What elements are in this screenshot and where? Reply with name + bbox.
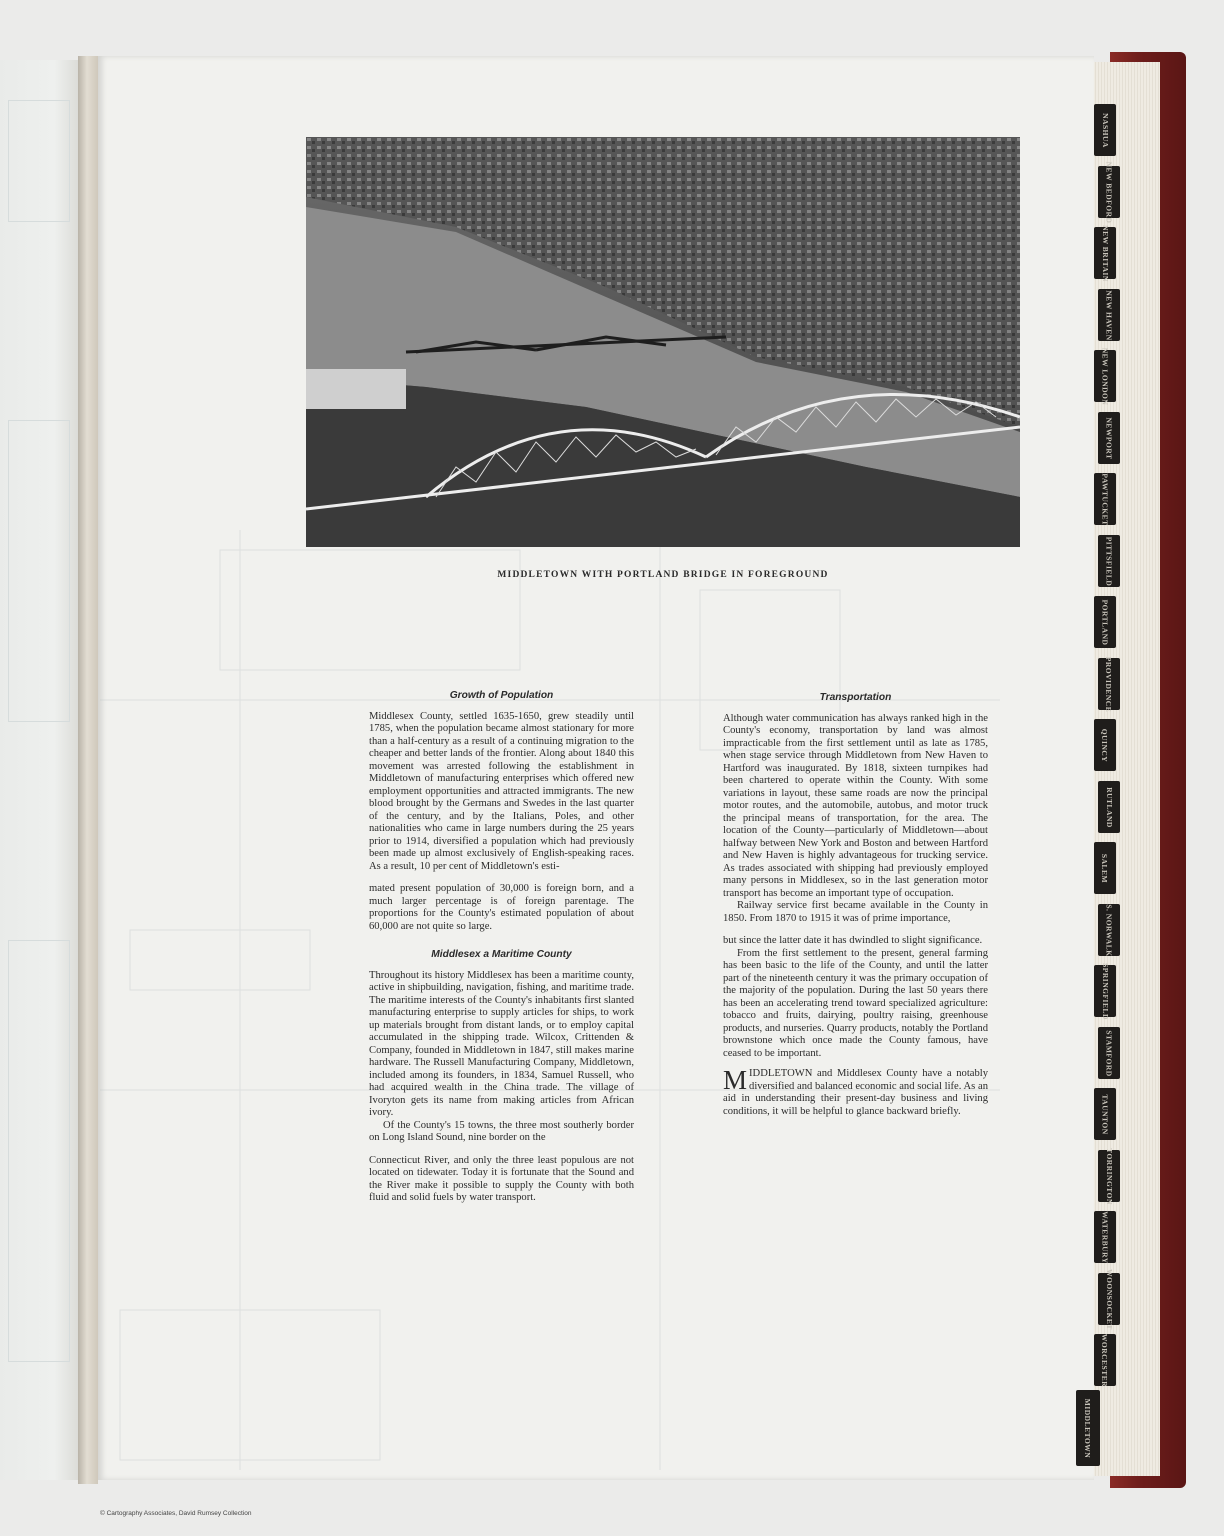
tab-middletown[interactable]	[1076, 1390, 1100, 1466]
heading-maritime-county: Middlesex a Maritime County	[431, 949, 572, 960]
tab-pawtucket[interactable]	[1094, 473, 1116, 525]
tab-label: RUTLAND	[1104, 786, 1114, 828]
tab-label: TAUNTON	[1100, 1093, 1110, 1135]
tab-label: SALEM	[1100, 853, 1110, 883]
heading-growth-of-population: Growth of Population	[449, 690, 554, 701]
drop-cap: M	[723, 1065, 748, 1095]
tab-label: WOONSOCKET	[1104, 1268, 1114, 1330]
tab-nashua[interactable]	[1094, 104, 1116, 156]
paragraph: mated present population of 30,000 is foreign born, and a much larger percentage is of foreign parentage. The proportions for the County's estimated population of about 60,000 are not quite so large.	[369, 883, 634, 932]
tab-taunton[interactable]	[1094, 1088, 1116, 1140]
tab-label: NEW BEDFORD	[1104, 161, 1114, 223]
ghost-map-block	[8, 940, 70, 1362]
paragraph: Throughout its history Middlesex has been a maritime county, active in shipbuilding, navigation, fishing, and maritime trade. The maritime interests of the County's inhabitants first slanted manufacturing enterprise to supply articles for ships, to work up materials brought from distant lands, or to employ capital accumulated in the shipping trade. Wilcox, Crittenden & Company, founded in Middletown in 1847, still makes marine hardware. The Russell Manufacturing Company, Middletown, included among its founders, in 1834, Samuel Russell, who had acquired wealth in the China trade. The village of Ivoryton gets its name from making articles from African ivory.	[369, 969, 634, 1118]
tab-label: NEWPORT	[1104, 417, 1114, 459]
tab-new-bedford[interactable]	[1098, 161, 1120, 223]
tab-newport[interactable]	[1098, 412, 1120, 464]
book-spine	[78, 56, 98, 1484]
tab-torrington[interactable]	[1098, 1147, 1120, 1205]
tab-pittsfield[interactable]	[1098, 535, 1120, 587]
left-column	[369, 690, 634, 1205]
aerial-photo-middletown	[306, 137, 1020, 547]
tab-label: NEW BRITAIN	[1100, 224, 1110, 282]
left-page	[0, 60, 79, 1480]
tab-new-britain[interactable]	[1094, 224, 1116, 282]
tab-label: WATERBURY	[1100, 1210, 1110, 1264]
tab-worcester[interactable]	[1094, 1334, 1116, 1386]
closing-text: IDDLETOWN and Middlesex County have a notably diversified and balanced economic and social life. As an aid in understanding their present-day business and living conditions, it will be helpful to glance backward briefly.	[723, 1068, 988, 1117]
paragraph: Connecticut River, and only the three least populous are not located on tidewater. Today it is fortunate that the Sound and the River make it possible to supply the County with both fluid and solid fuels by water transport.	[369, 1154, 634, 1203]
tab-label: PAWTUCKET	[1100, 472, 1110, 526]
tab-label: S. NORWALK	[1104, 903, 1114, 957]
ghost-map-block	[8, 100, 70, 222]
tab-label: NEW HAVEN	[1104, 289, 1114, 341]
tab-providence[interactable]	[1098, 658, 1120, 710]
tab-springfield[interactable]	[1094, 962, 1116, 1020]
tab-rutland[interactable]	[1098, 781, 1120, 833]
tab-new-london[interactable]	[1094, 347, 1116, 405]
tab-label: PITTSFIELD	[1104, 536, 1114, 586]
paragraph: Railway service first became available in the County in 1850. From 1870 to 1915 it was of prime importance,	[723, 900, 988, 924]
closing-paragraph	[723, 1065, 988, 1118]
credit-line: © Cartography Associates, David Rumsey Collection	[100, 1510, 252, 1517]
tab-label: WORCESTER	[1100, 1333, 1110, 1387]
paragraph: Middlesex County, settled 1635-1650, grew steadily until 1785, when the population became almost stationary for more than a half-century as a result of a continuing migration to the cheaper and better lands of the frontier. Along about 1840 this movement was arrested following the establishment in Middletown of manufacturing enterprises which offered new employment opportunities and attracted immigrants. The new blood brought by the Germans and Swedes in the last quarter of the century, and by the Italians, Poles, and other nationalities who came in large numbers during the 25 years prior to 1914, diversified a population which had previously been made up almost exclusively of English-speaking races. As a result, 10 per cent of Middletown's esti-	[369, 710, 634, 872]
tab-label: MIDDLETOWN	[1083, 1398, 1093, 1458]
tab-quincy[interactable]	[1094, 719, 1116, 771]
paragraph: but since the latter date it has dwindled to slight significance.	[723, 935, 983, 946]
ghost-map-block	[8, 420, 70, 722]
tab-label: NASHUA	[1100, 112, 1110, 148]
tab-woonsocket[interactable]	[1098, 1268, 1120, 1330]
tab-label: PORTLAND	[1100, 599, 1110, 645]
tab-stamford[interactable]	[1098, 1027, 1120, 1079]
tab-portland[interactable]	[1094, 596, 1116, 648]
tab-waterbury[interactable]	[1094, 1211, 1116, 1263]
tab-label: NEW LONDON	[1100, 347, 1110, 405]
tab-label: QUINCY	[1100, 728, 1110, 762]
tab-new-haven[interactable]	[1098, 289, 1120, 341]
paragraph: From the first settlement to the present, general farming has been basic to the life of the County, and until the latter part of the nineteenth century it was the primary occupation of the majority of the population. During the last 50 years there has been an accelerating trend toward specialized agriculture: tobacco and fruits, dairying, poultry raising, greenhouse products, and nurseries. Quarry products, notably the Portland brownstone which once made the County famous, have ceased to be important.	[723, 947, 988, 1059]
tab-label: SPRINGFIELD	[1100, 962, 1110, 1020]
heading-transportation: Transportation	[819, 692, 892, 703]
photo-caption: MIDDLETOWN WITH PORTLAND BRIDGE IN FOREGROUND	[497, 570, 829, 580]
tab-label: TORRINGTON	[1104, 1147, 1114, 1205]
tab-label: STAMFORD	[1104, 1029, 1114, 1077]
tab-label: PROVIDENCE	[1104, 656, 1114, 712]
paragraph: Of the County's 15 towns, the three most southerly border on Long Island Sound, nine border on the	[369, 1119, 634, 1143]
right-column	[723, 692, 988, 1118]
paragraph: Although water communication has always ranked high in the County's economy, transportation by land was almost impracticable from the first settlement until as late as 1785, when stage service through Middletown from New Haven to Hartford was inaugurated. By 1818, sixteen turnpikes had been chartered to operate within the County. With some variations in layout, these same roads are now the principal motor routes, and the automobile, autobus, and motor truck the principal means of transportation, for the area. The location of the County—particularly of Middletown—about halfway between New York and Boston and between Hartford and New Haven is highly advantageous for trucking service. As trades associated with shipping had previously employed many persons in Middlesex, so in the last generation motor transport has become an important type of occupation.	[723, 712, 988, 899]
tab-salem[interactable]	[1094, 842, 1116, 894]
tab-s-norwalk[interactable]	[1098, 904, 1120, 956]
